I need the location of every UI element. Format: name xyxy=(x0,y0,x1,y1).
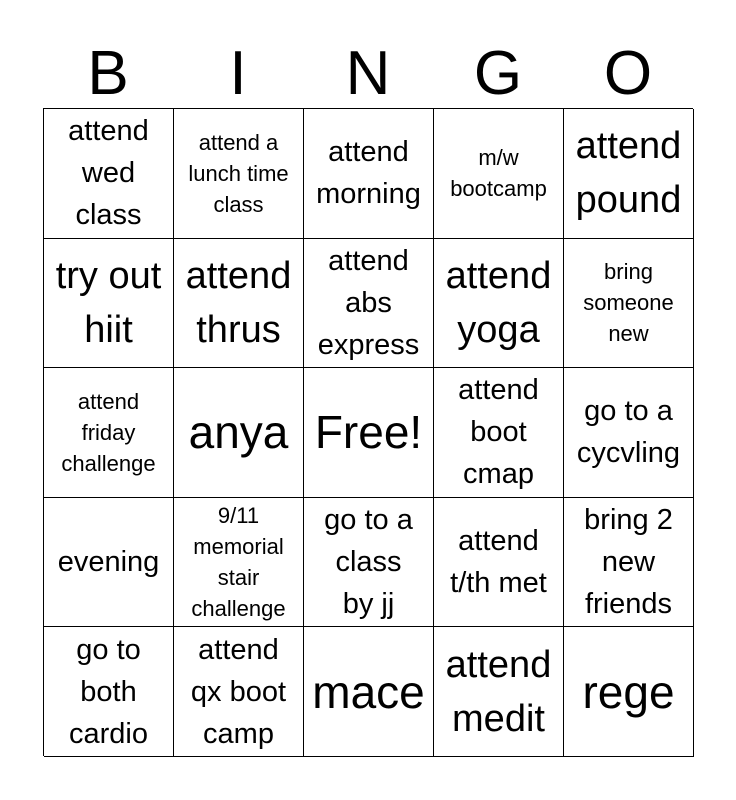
bingo-cell-label: bring 2 new friends xyxy=(584,504,673,621)
bingo-cell-g5[interactable] xyxy=(434,627,564,757)
bingo-cell-b2[interactable] xyxy=(44,239,174,369)
bingo-cell-label: try out hiit xyxy=(55,254,162,351)
bingo-cell-g3[interactable] xyxy=(434,368,564,498)
bingo-cell-label: go to both cardio xyxy=(69,633,148,750)
bingo-cell-label: attend morning xyxy=(316,136,421,211)
bingo-cell-g4[interactable] xyxy=(434,498,564,628)
bingo-cell-i5[interactable] xyxy=(174,627,304,757)
bingo-cell-n3[interactable] xyxy=(304,368,434,498)
bingo-cell-g1[interactable] xyxy=(434,109,564,239)
bingo-cell-label: go to a class by jj xyxy=(324,504,413,621)
bingo-cell-label: attend qx boot camp xyxy=(190,633,287,750)
bingo-cell-label: attend wed class xyxy=(68,115,149,232)
bingo-cell-o4[interactable] xyxy=(564,498,694,628)
header-letter-n: N xyxy=(345,39,391,108)
bingo-cell-o1[interactable] xyxy=(564,109,694,239)
bingo-cell-g2[interactable] xyxy=(434,239,564,369)
bingo-cell-label: Free! xyxy=(314,406,423,459)
bingo-header xyxy=(43,40,693,108)
bingo-cell-i2[interactable] xyxy=(174,239,304,369)
bingo-cell-i4[interactable] xyxy=(174,498,304,628)
bingo-cell-label: bring someone new xyxy=(583,259,674,347)
bingo-cell-n1[interactable] xyxy=(304,109,434,239)
bingo-cell-label: mace xyxy=(312,665,425,718)
bingo-cell-label: attend medit xyxy=(445,643,552,740)
bingo-cell-label: go to a cycvling xyxy=(576,395,681,470)
bingo-cell-label: anya xyxy=(188,406,289,459)
bingo-cell-n4[interactable] xyxy=(304,498,434,628)
bingo-cell-label: attend thrus xyxy=(185,254,292,351)
bingo-cell-b3[interactable] xyxy=(44,368,174,498)
bingo-cell-b4[interactable] xyxy=(44,498,174,628)
header-letter-b: B xyxy=(87,39,129,108)
bingo-cell-label: attend pound xyxy=(575,125,682,222)
header-letter-g: G xyxy=(473,39,523,108)
bingo-cell-b5[interactable] xyxy=(44,627,174,757)
bingo-cell-label: evening xyxy=(57,546,160,579)
bingo-cell-label: attend abs express xyxy=(317,244,420,361)
bingo-cell-label: rege xyxy=(582,665,675,718)
bingo-cell-n2[interactable] xyxy=(304,239,434,369)
bingo-cell-n5[interactable] xyxy=(304,627,434,757)
header-letter-o: O xyxy=(603,39,653,108)
bingo-cell-label: attend t/th met xyxy=(450,525,547,600)
bingo-cell-i1[interactable] xyxy=(174,109,304,239)
bingo-cell-b1[interactable] xyxy=(44,109,174,239)
bingo-cell-o2[interactable] xyxy=(564,239,694,369)
bingo-cell-i3[interactable] xyxy=(174,368,304,498)
bingo-cell-label: attend yoga xyxy=(445,254,552,351)
bingo-cell-label: 9/11 memorial stair challenge xyxy=(191,503,286,622)
header-letter-i: I xyxy=(229,39,247,108)
bingo-cell-o5[interactable] xyxy=(564,627,694,757)
bingo-cell-o3[interactable] xyxy=(564,368,694,498)
bingo-cell-label: attend a lunch time class xyxy=(188,129,289,217)
bingo-cell-label: m/w bootcamp xyxy=(450,145,547,202)
bingo-grid xyxy=(43,108,693,756)
bingo-cell-label: attend boot cmap xyxy=(458,374,539,491)
bingo-cell-label: attend friday challenge xyxy=(61,388,156,476)
